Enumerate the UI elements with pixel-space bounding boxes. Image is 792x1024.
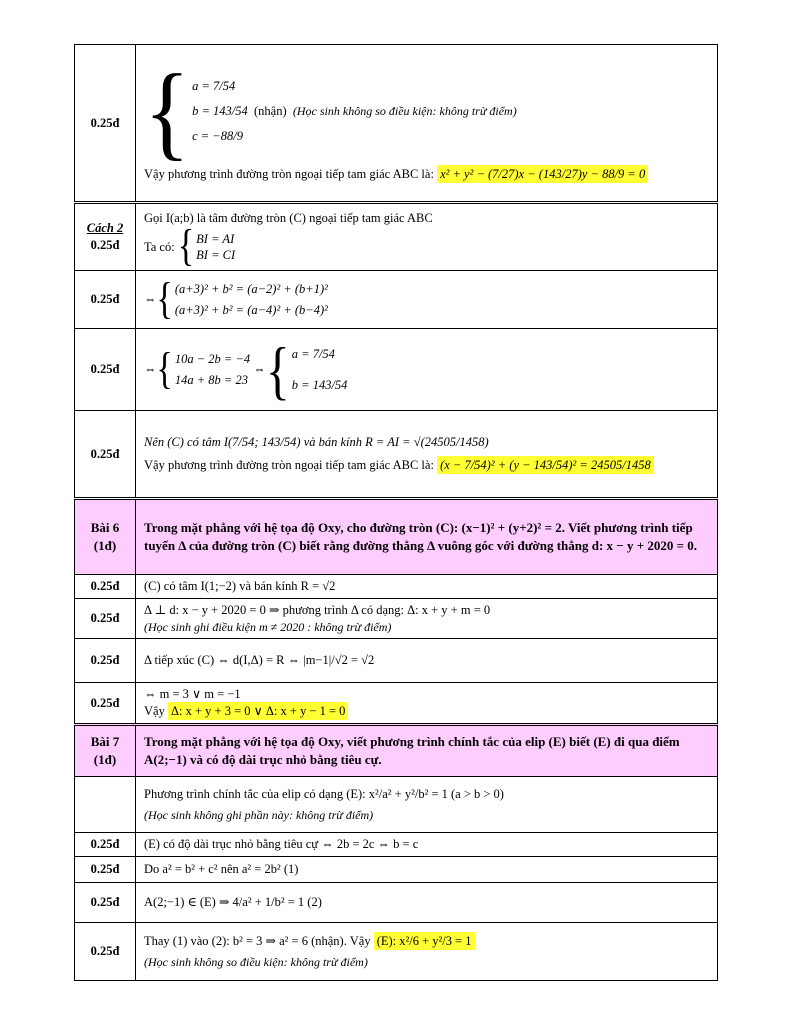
content-cell [136,329,718,411]
grading-note: (Học sinh ghi điều kiện m ≠ 2020 : không trừ điểm) [144,619,392,634]
problem-header-row [75,499,718,575]
highlighted-answer: x² + y² − (7/27)x − (143/27)y − 88/9 = 0 [437,165,648,183]
problem-label-cell [75,499,136,575]
math-line [192,103,517,120]
score-cell: 0.25đ [75,575,136,599]
method-label: Cách 2 [86,221,124,236]
content-cell [136,683,718,725]
equivalence-arrow: ⇔ [144,292,157,307]
math-line: c = −88/9 [192,129,243,143]
table-row [75,856,718,882]
score-cell: 0.25đ [75,45,136,203]
content-cell: (C) có tâm I(1;−2) và bán kính R = √2 [136,575,718,599]
score-cell: 0.25đ [75,411,136,499]
problem-label-cell [75,724,136,776]
problem-statement: Trong mặt phẳng với hệ tọa độ Oxy, viết phương trình chính tắc của elip (E) biết (E) đi qua điểm A(2;−1) và có độ dài trục nhỏ bằng tiêu cự. [136,724,718,776]
system-brace: { [144,52,191,170]
score-cell: 0.25đ [75,329,136,411]
text-line: ⇔ m = 3 ∨ m = −1 [144,687,241,702]
score-cell: 0.25đ [75,639,136,683]
table-row [75,683,718,725]
problem-statement: Trong mặt phẳng với hệ tọa độ Oxy, cho đường tròn (C): (x−1)² + (y+2)² = 2. Viết phương trình tiếp tuyến Δ của đường tròn (C) biết rằng đường thẳng Δ vuông góc với đường thẳng d: x − y + 2020 = 0. [136,499,718,575]
content-cell [136,271,718,329]
text-line: Phương trình chính tắc của elip có dạng (E): x²/a² + y²/b² = 1 (a > b > 0) [144,786,504,801]
accepted-label: (nhận) [254,104,287,119]
content-cell [136,411,718,499]
table-row [75,203,718,271]
table-row [75,832,718,856]
system-brace: { [156,344,173,393]
problem-label: Bài 6 [90,520,120,536]
answer-key-table [74,44,718,981]
math-line: b = 143/54 [291,377,348,392]
conclusion-text: Vậy phương trình đường tròn ngoại tiếp tam giác ABC là: [144,166,434,181]
table-row [75,882,718,922]
answer-key-table-wrapper [74,44,718,981]
text-line: Thay (1) vào (2): b² = 3 ⇒ a² = 6 (nhận). Vậy [144,933,371,948]
text-label: Ta có: [144,240,175,254]
content-cell: Do a² = b² + c² nên a² = 2b² (1) [136,856,718,882]
conclusion-text: Vậy phương trình đường tròn ngoại tiếp tam giác ABC là: [144,458,434,472]
text-line: Gọi I(a;b) là tâm đường tròn (C) ngoại tiếp tam giác ABC [144,210,433,225]
math-line: (a+3)² + b² = (a−2)² + (b+1)² [174,281,328,296]
content-cell [136,776,718,832]
table-row [75,411,718,499]
math-line: (a+3)² + b² = (a−4)² + (b−4)² [174,302,328,317]
score-cell: 0.25đ [75,683,136,725]
system-brace: { [265,333,290,406]
table-row [75,599,718,639]
score-cell: 0.25đ [75,922,136,980]
math-line: a = 7/54 [291,346,335,361]
score-cell: 0.25đ [75,832,136,856]
table-row [75,922,718,980]
system-brace: { [156,274,173,323]
problem-points: (1đ) [93,751,117,767]
text-line: Nên (C) có tâm I(7/54; 143/54) và bán kính R = AI = √(24505/1458) [144,435,489,450]
content-cell: (E) có độ dài trục nhỏ bằng tiêu cự ⇔ 2b = 2c ⇔ b = c [136,832,718,856]
score-cell: 0.25đ [75,599,136,639]
table-row [75,776,718,832]
equivalence-arrow: ⇔ [144,362,157,377]
problem-header-row [75,724,718,776]
score-cell: 0.25đ [75,271,136,329]
score-cell [75,203,136,271]
problem-label: Bài 7 [90,734,120,750]
grading-note: (Học sinh không so điều kiện: không trừ điểm) [144,954,368,969]
equivalence-arrow: ⇔ [253,362,266,377]
text-line: Δ ⊥ d: x − y + 2020 = 0 ⇒ phương trình Δ có dạng: Δ: x + y + m = 0 [144,603,491,617]
grading-note: (Học sinh không ghi phần này: không trừ điểm) [144,807,374,822]
math-line: BI = CI [196,248,236,263]
content-cell [136,599,718,639]
table-row [75,45,718,203]
score-cell [75,776,136,832]
table-row [75,639,718,683]
table-row [75,575,718,599]
problem-points: (1đ) [93,538,117,553]
score-cell: 0.25đ [75,882,136,922]
math-line: 10a − 2b = −4 [174,351,251,366]
highlighted-answer: (E): x²/6 + y²/3 = 1 [374,932,475,950]
math-line: 14a + 8b = 23 [174,372,248,387]
math-line: BI = AI [196,231,235,246]
math-expr: b = 143/54 [192,104,248,119]
math-line: a = 7/54 [192,79,236,94]
highlighted-answer: Δ: x + y + 3 = 0 ∨ Δ: x + y − 1 = 0 [168,702,348,720]
content-cell: A(2;−1) ∈ (E) ⇒ 4/a² + 1/b² = 1 (2) [136,882,718,922]
highlighted-answer: (x − 7/54)² + (y − 143/54)² = 24505/1458 [437,456,654,474]
content-cell: Δ tiếp xúc (C) ⇔ d(I,Δ) = R ⇔ |m−1|/√2 = √2 [136,639,718,683]
content-cell [136,45,718,203]
grading-note: (Học sinh không so điều kiện: không trừ điểm) [292,104,517,119]
text-label: Vậy [144,703,165,718]
content-cell [136,203,718,271]
table-row [75,329,718,411]
content-cell [136,922,718,980]
system-brace: { [177,222,195,271]
score-value: 0.25đ [90,238,120,252]
table-row [75,271,718,329]
score-cell: 0.25đ [75,856,136,882]
